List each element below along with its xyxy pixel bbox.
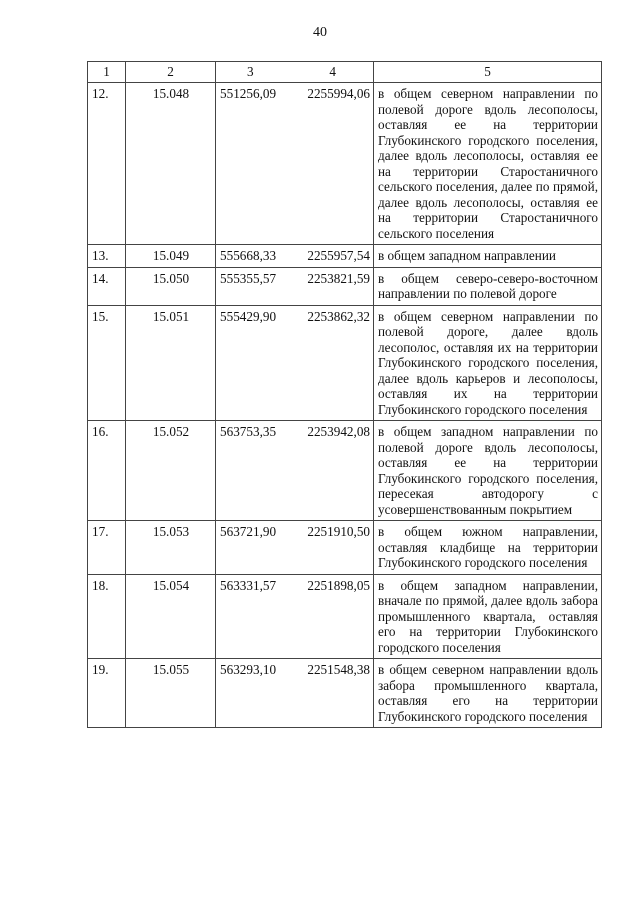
point-id: 15.052 xyxy=(126,421,216,521)
row-number: 19. xyxy=(88,659,126,728)
coordinates xyxy=(216,267,374,305)
coordinates xyxy=(216,245,374,268)
table-header xyxy=(88,62,602,83)
boundary-description: в общем северном направлении по полевой дороге вдоль лесополосы, оставляя ее на территории Глубокинского городского поселения, далее вдоль лесополосы, оставляя ее на территории Старостаничного сельского поселения, далее по прямой, далее вдоль лесополосы, оставляя ее на территории Старостаничного сельского поселения xyxy=(374,83,602,245)
boundary-description: в общем западном направлении по полевой дороге вдоль лесополосы, оставляя ее на территории Глубокинского городского поселения, пересекая автодорогу с усовершенствованным покрытием xyxy=(374,421,602,521)
point-id: 15.050 xyxy=(126,267,216,305)
coord-x: 555355,57 xyxy=(220,270,277,286)
header-col-1: 1 xyxy=(88,62,126,83)
table-row xyxy=(88,305,602,421)
header-col-3: 3 xyxy=(247,64,254,79)
point-id: 15.055 xyxy=(126,659,216,728)
table-body xyxy=(88,83,602,728)
table-row xyxy=(88,659,602,728)
row-number: 16. xyxy=(88,421,126,521)
coord-y: 2255994,06 xyxy=(307,86,370,101)
table-row xyxy=(88,245,602,268)
table-row xyxy=(88,521,602,575)
header-col-4: 4 xyxy=(329,64,336,79)
header-col-5: 5 xyxy=(374,62,602,83)
row-number: 13. xyxy=(88,245,126,268)
boundary-description: в общем северо-северо-восточном направлении по полевой дороге xyxy=(374,267,602,305)
coord-y: 2253862,32 xyxy=(307,308,370,324)
coordinates xyxy=(216,521,374,575)
table-row xyxy=(88,574,602,659)
page-number: 40 xyxy=(313,25,327,40)
coord-y: 2255957,54 xyxy=(307,248,370,263)
header-row xyxy=(88,62,602,83)
coord-x: 563293,10 xyxy=(220,662,277,677)
point-id: 15.054 xyxy=(126,574,216,659)
boundary-points-table xyxy=(87,61,602,728)
coordinates xyxy=(216,659,374,728)
coordinates xyxy=(216,421,374,521)
boundary-description: в общем западном направлении xyxy=(374,245,602,268)
header-col-2: 2 xyxy=(126,62,216,83)
row-number: 14. xyxy=(88,267,126,305)
row-number: 12. xyxy=(88,83,126,245)
point-id: 15.049 xyxy=(126,245,216,268)
boundary-description: в общем северном направлении вдоль забора промышленного квартала, оставляя его на территории Глубокинского городского поселения xyxy=(374,659,602,728)
row-number: 18. xyxy=(88,574,126,659)
coord-x: 563331,57 xyxy=(220,577,277,593)
row-number: 17. xyxy=(88,521,126,575)
table-row xyxy=(88,267,602,305)
table-row xyxy=(88,83,602,245)
coord-y: 2253821,59 xyxy=(307,270,370,286)
coord-x: 551256,09 xyxy=(220,86,277,101)
coord-x: 563753,35 xyxy=(220,424,277,439)
boundary-description: в общем северном направлении по полевой дороге, далее вдоль лесополос, оставляя их на территории Глубокинского городского поселения, далее вдоль карьеров и лесополосы, оставляя их на территории Глубокинского городского поселения xyxy=(374,305,602,421)
coordinates xyxy=(216,305,374,421)
boundary-description: в общем южном направлении, оставляя кладбище на территории Глубокинского городского поселения xyxy=(374,521,602,575)
boundary-description: в общем западном направлении, вначале по прямой, далее вдоль забора промышленного квартала, оставляя его на территории Глубокинского городского поселения xyxy=(374,574,602,659)
coord-y: 2251910,50 xyxy=(307,524,370,539)
coordinates xyxy=(216,83,374,245)
coord-y: 2253942,08 xyxy=(307,424,370,439)
header-col-3-4 xyxy=(216,62,374,83)
coord-y: 2251548,38 xyxy=(307,662,370,677)
coordinates xyxy=(216,574,374,659)
point-id: 15.053 xyxy=(126,521,216,575)
coord-y: 2251898,05 xyxy=(307,577,370,593)
point-id: 15.051 xyxy=(126,305,216,421)
coord-x: 555668,33 xyxy=(220,248,277,263)
point-id: 15.048 xyxy=(126,83,216,245)
coord-x: 563721,90 xyxy=(220,524,277,539)
table-row xyxy=(88,421,602,521)
row-number: 15. xyxy=(88,305,126,421)
coord-x: 555429,90 xyxy=(220,308,277,324)
